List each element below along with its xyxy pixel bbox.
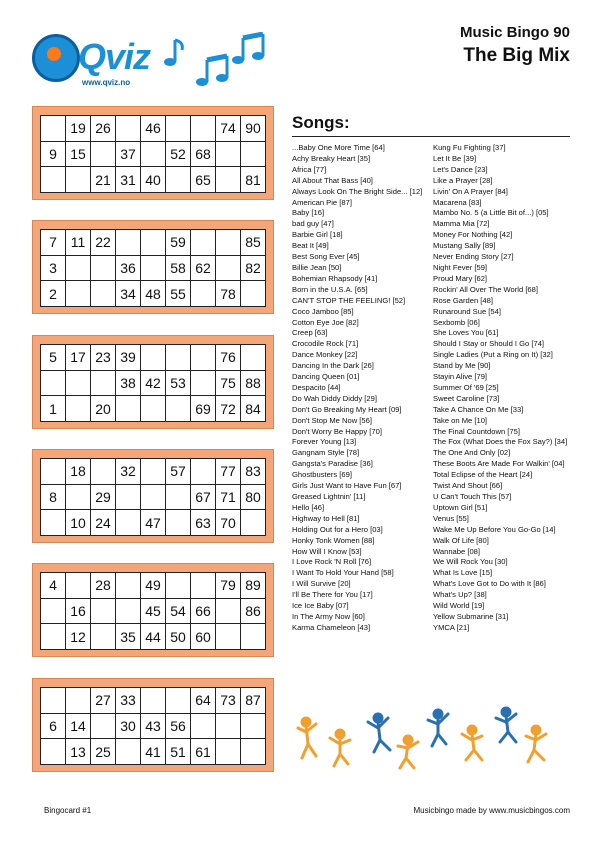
- bingo-cell: [191, 371, 216, 397]
- bingo-cell: 70: [216, 510, 241, 536]
- bingo-card: [32, 678, 274, 772]
- song-item: I'll Be There for You [17]: [292, 590, 373, 600]
- dancing-figures-decoration: [296, 700, 554, 770]
- bingo-cell: 88: [241, 371, 266, 397]
- bingo-cell: [241, 281, 266, 307]
- bingo-cell: 31: [116, 167, 141, 193]
- song-item: What's Up? [38]: [433, 590, 487, 600]
- song-item: Hello [46]: [292, 502, 325, 512]
- bingo-cell: [41, 599, 66, 625]
- bingo-cell: [41, 116, 66, 142]
- song-item: Gangsta's Paradise [36]: [292, 459, 373, 469]
- bingo-cell: 78: [216, 281, 241, 307]
- song-item: Gangnam Style [78]: [292, 448, 360, 458]
- bingo-cell: 41: [141, 739, 166, 765]
- bingo-cell: 59: [166, 230, 191, 256]
- bingo-cell: [41, 371, 66, 397]
- song-item: Walk Of Life [80]: [433, 535, 489, 545]
- song-item: CAN'T STOP THE FEELING! [52]: [292, 295, 406, 305]
- bingo-card: [32, 220, 274, 314]
- bingo-cell: 58: [166, 256, 191, 282]
- song-item: Wild World [19]: [433, 601, 485, 611]
- song-item: What's Love Got to Do with It [86]: [433, 579, 546, 589]
- song-item: Don't Go Breaking My Heart [09]: [292, 404, 402, 414]
- bingo-cell: [66, 396, 91, 422]
- bingo-cell: [191, 345, 216, 371]
- bingo-cell: 32: [116, 459, 141, 485]
- bingo-cell: [166, 485, 191, 511]
- bingo-cell: [41, 167, 66, 193]
- song-item: American Pie [87]: [292, 197, 352, 207]
- bingo-cell: [66, 281, 91, 307]
- song-item: Kung Fu Fighting [37]: [433, 143, 506, 152]
- bingo-cell: 50: [166, 624, 191, 650]
- title-line-2: The Big Mix: [463, 45, 570, 66]
- bingo-cell: [91, 142, 116, 168]
- bingo-cell: 10: [66, 510, 91, 536]
- song-item: Bohemian Rhapsody [41]: [292, 273, 378, 283]
- songs-list-right: [433, 143, 567, 634]
- bingo-cell: 68: [191, 142, 216, 168]
- bingo-cell: 85: [241, 230, 266, 256]
- song-item: Crocodile Rock [71]: [292, 339, 359, 349]
- song-item: Mamma Mia [72]: [433, 219, 490, 229]
- song-item: Holding Out for a Hero [03]: [292, 524, 383, 534]
- bingo-cell: [91, 714, 116, 740]
- bingo-cell: [91, 281, 116, 307]
- bingo-cell: [191, 459, 216, 485]
- bingo-cell: [166, 510, 191, 536]
- song-item: Karma Chameleon [43]: [292, 622, 371, 632]
- song-item: Wannabe [08]: [433, 546, 481, 556]
- bingo-cell: [191, 714, 216, 740]
- bingo-cell: [166, 688, 191, 714]
- song-item: Girls Just Want to Have Fun [67]: [292, 481, 402, 491]
- bingo-cell: 17: [66, 345, 91, 371]
- bingo-cell: 86: [241, 599, 266, 625]
- bingo-cell: [191, 116, 216, 142]
- song-item: The Fox (What Does the Fox Say?) [34]: [433, 437, 568, 447]
- bingo-card: [32, 335, 274, 429]
- logo-url: www.qviz.no: [82, 78, 131, 87]
- bingo-cell: [166, 396, 191, 422]
- bingo-cell: [166, 345, 191, 371]
- song-item: Ice Ice Baby [07]: [292, 601, 349, 611]
- bingo-cell: 77: [216, 459, 241, 485]
- bingo-cell: [191, 281, 216, 307]
- song-item: Proud Mary [62]: [433, 273, 488, 283]
- song-item: How Will I Know [53]: [292, 546, 362, 556]
- song-item: These Boots Are Made For Walkin' [04]: [433, 459, 565, 469]
- song-item: All About That Bass [40]: [292, 175, 373, 185]
- bingo-cell: 69: [191, 396, 216, 422]
- bingo-cell: 52: [166, 142, 191, 168]
- song-item: Do Wah Diddy Diddy [29]: [292, 393, 377, 403]
- bingo-cell: 7: [41, 230, 66, 256]
- song-item: Beat It [49]: [292, 241, 329, 251]
- song-item: Take A Chance On Me [33]: [433, 404, 524, 414]
- song-item: Night Fever [59]: [433, 262, 488, 272]
- bingo-cell: [216, 142, 241, 168]
- song-item: Twist And Shout [66]: [433, 481, 503, 491]
- bingo-cell: [116, 599, 141, 625]
- bingo-cell: [141, 459, 166, 485]
- bingo-grid: [40, 344, 266, 422]
- song-item: Achy Breaky Heart [35]: [292, 153, 371, 163]
- bingo-card: [32, 106, 274, 200]
- bingo-cell: 16: [66, 599, 91, 625]
- bingo-cell: 27: [91, 688, 116, 714]
- bingo-cell: 75: [216, 371, 241, 397]
- bingo-cell: 87: [241, 688, 266, 714]
- bingo-cell: [241, 510, 266, 536]
- bingo-cell: 8: [41, 485, 66, 511]
- bingo-cell: [41, 459, 66, 485]
- bingo-cell: [141, 256, 166, 282]
- bingo-cell: [241, 142, 266, 168]
- bingo-cell: 89: [241, 573, 266, 599]
- bingo-cell: 76: [216, 345, 241, 371]
- song-item: I Will Survive [20]: [292, 579, 351, 589]
- song-item: Mustang Sally [89]: [433, 241, 496, 251]
- bingo-cell: 24: [91, 510, 116, 536]
- song-item: Coco Jamboo [85]: [292, 306, 354, 316]
- bingo-card: [32, 563, 274, 657]
- song-item: Sweet Caroline [73]: [433, 393, 500, 403]
- song-item: I Love Rock 'N Roll [76]: [292, 557, 372, 567]
- title-line-1: Music Bingo 90: [459, 24, 570, 41]
- bingo-cell: [141, 396, 166, 422]
- bingo-cell: 12: [66, 624, 91, 650]
- song-item: Rockin' All Over The World [68]: [433, 284, 538, 294]
- bingo-cell: [116, 485, 141, 511]
- songs-divider: [292, 136, 570, 137]
- bingo-cell: 47: [141, 510, 166, 536]
- bingo-cell: 37: [116, 142, 141, 168]
- bingo-cell: [116, 510, 141, 536]
- bingo-cell: 81: [241, 167, 266, 193]
- song-item: bad guy [47]: [292, 219, 334, 229]
- song-item: Ghostbusters [69]: [292, 470, 352, 480]
- song-item: We Will Rock You [30]: [433, 557, 508, 567]
- bingo-cell: [66, 167, 91, 193]
- bingo-cell: [216, 714, 241, 740]
- bingo-cell: 71: [216, 485, 241, 511]
- song-item: What Is Love [15]: [433, 568, 493, 578]
- song-item: Creep [63]: [292, 328, 328, 338]
- bingo-cell: [141, 345, 166, 371]
- bingo-cell: [141, 485, 166, 511]
- bingo-cell: 72: [216, 396, 241, 422]
- bingo-cell: [116, 396, 141, 422]
- bingo-cell: 36: [116, 256, 141, 282]
- bingo-cell: [66, 688, 91, 714]
- bingo-cell: 55: [166, 281, 191, 307]
- bingo-cell: 48: [141, 281, 166, 307]
- song-item: Dancing In the Dark [26]: [292, 361, 374, 371]
- bingo-cell: 67: [191, 485, 216, 511]
- bingo-cell: 39: [116, 345, 141, 371]
- song-item: Dancing Queen [01]: [292, 372, 360, 382]
- song-item: Highway to Hell [81]: [292, 513, 360, 523]
- bingo-cell: 65: [191, 167, 216, 193]
- song-item: Barbie Girl [18]: [292, 230, 343, 240]
- bingo-cell: 5: [41, 345, 66, 371]
- song-item: Always Look On The Bright Side... [12]: [292, 186, 423, 196]
- song-item: Don't Stop Me Now [56]: [292, 415, 372, 425]
- song-item: Macarena [83]: [433, 197, 482, 207]
- song-item: Single Ladies (Put a Ring on It) [32]: [433, 350, 553, 360]
- bingo-cell: 83: [241, 459, 266, 485]
- song-item: YMCA [21]: [433, 622, 470, 632]
- song-item: Sexbomb [06]: [433, 317, 480, 327]
- song-item: Money For Nothing [42]: [433, 230, 513, 240]
- bingo-cell: 42: [141, 371, 166, 397]
- bingo-cell: 64: [191, 688, 216, 714]
- bingo-cell: 35: [116, 624, 141, 650]
- song-item: Greased Lightnin' [11]: [292, 492, 366, 501]
- bingo-cell: 26: [91, 116, 116, 142]
- bingo-cell: 43: [141, 714, 166, 740]
- song-item: The Final Countdown [75]: [433, 426, 520, 436]
- bingo-cell: [41, 510, 66, 536]
- bingo-cell: 3: [41, 256, 66, 282]
- bingo-cell: 29: [91, 485, 116, 511]
- bingo-cell: 73: [216, 688, 241, 714]
- bingo-cell: [116, 739, 141, 765]
- bingo-cell: [66, 573, 91, 599]
- bingo-cell: 21: [91, 167, 116, 193]
- bingo-cell: 40: [141, 167, 166, 193]
- bingo-cell: [66, 256, 91, 282]
- bingo-cell: 66: [191, 599, 216, 625]
- bingo-cell: [191, 230, 216, 256]
- bingo-cell: [116, 230, 141, 256]
- bingo-cell: [216, 256, 241, 282]
- song-item: ...Baby One More Time [64]: [292, 143, 385, 152]
- music-notes-icon: [160, 32, 270, 92]
- song-item: Don't Worry Be Happy [70]: [292, 426, 382, 436]
- page-title: [460, 24, 570, 67]
- bingo-grid: [40, 458, 266, 536]
- bingo-cell: 46: [141, 116, 166, 142]
- bingo-cell: 22: [91, 230, 116, 256]
- bingo-cell: 13: [66, 739, 91, 765]
- songs-list-left: [292, 143, 422, 634]
- bingo-cell: [41, 739, 66, 765]
- bingo-cell: [141, 142, 166, 168]
- bingo-cell: 61: [191, 739, 216, 765]
- song-item: Should I Stay or Should I Go [74]: [433, 339, 545, 349]
- bingo-cell: 19: [66, 116, 91, 142]
- song-item: Dance Monkey [22]: [292, 350, 358, 360]
- bingo-cell: [41, 688, 66, 714]
- bingo-cell: [41, 624, 66, 650]
- bingo-cell: 54: [166, 599, 191, 625]
- song-item: In The Army Now [60]: [292, 611, 365, 621]
- song-item: Never Ending Story [27]: [433, 252, 514, 262]
- bingo-cell: 80: [241, 485, 266, 511]
- bingo-cell: 62: [191, 256, 216, 282]
- bingo-cell: 4: [41, 573, 66, 599]
- bingo-cell: [116, 573, 141, 599]
- bingo-cell: 23: [91, 345, 116, 371]
- song-item: Billie Jean [50]: [292, 262, 342, 272]
- song-item: Wake Me Up Before You Go-Go [14]: [433, 524, 556, 534]
- bingo-cell: [91, 599, 116, 625]
- song-item: U Can't Touch This [57]: [433, 492, 512, 501]
- bingo-cell: 63: [191, 510, 216, 536]
- song-item: Let's Dance [23]: [433, 164, 488, 174]
- song-item: Stayin Alive [79]: [433, 372, 488, 382]
- bingo-cell: 20: [91, 396, 116, 422]
- song-item: Rose Garden [48]: [433, 295, 493, 305]
- bingo-cell: [216, 167, 241, 193]
- bingo-cell: [241, 624, 266, 650]
- qviz-logo: [32, 34, 151, 94]
- song-item: The One And Only [02]: [433, 448, 511, 458]
- song-item: Stand by Me [90]: [433, 361, 491, 371]
- song-item: Like a Prayer [28]: [433, 175, 493, 185]
- bingo-cell: [141, 230, 166, 256]
- bingo-cell: [116, 116, 141, 142]
- bingo-cell: 25: [91, 739, 116, 765]
- bingo-cell: 53: [166, 371, 191, 397]
- bingo-cell: [166, 116, 191, 142]
- song-item: Runaround Sue [54]: [433, 306, 501, 316]
- song-item: Summer Of '69 [25]: [433, 382, 499, 392]
- song-item: Venus [55]: [433, 513, 469, 523]
- bingo-cell: 28: [91, 573, 116, 599]
- bingo-cell: 84: [241, 396, 266, 422]
- songs-heading: Songs:: [292, 113, 350, 132]
- logo-text: Qviz: [78, 36, 151, 77]
- bingo-cell: [166, 573, 191, 599]
- bingo-cell: 1: [41, 396, 66, 422]
- bingo-cell: 90: [241, 116, 266, 142]
- bingo-cell: 30: [116, 714, 141, 740]
- bingo-cell: [141, 688, 166, 714]
- bingo-cell: 45: [141, 599, 166, 625]
- song-item: Livin' On A Prayer [84]: [433, 186, 508, 196]
- bingo-cell: [66, 485, 91, 511]
- bingo-cell: 34: [116, 281, 141, 307]
- bingo-grid: [40, 115, 266, 193]
- song-item: Take on Me [10]: [433, 415, 488, 425]
- bingo-grid: [40, 229, 266, 307]
- bingo-cell: [241, 714, 266, 740]
- bingo-cell: 38: [116, 371, 141, 397]
- bingo-cell: 33: [116, 688, 141, 714]
- bingo-cell: 74: [216, 116, 241, 142]
- bingo-cell: 49: [141, 573, 166, 599]
- bingo-cell: 15: [66, 142, 91, 168]
- bingo-cell: [66, 371, 91, 397]
- bingo-cell: 18: [66, 459, 91, 485]
- song-item: Africa [77]: [292, 164, 327, 174]
- bingo-grid: [40, 572, 266, 650]
- bingo-cell: 11: [66, 230, 91, 256]
- bingo-cell: [91, 256, 116, 282]
- bingo-cell: [91, 371, 116, 397]
- logo-mark-icon: [32, 34, 80, 82]
- song-item: Despacito [44]: [292, 382, 341, 392]
- bingo-cell: 14: [66, 714, 91, 740]
- bingo-cell: 79: [216, 573, 241, 599]
- bingo-card: [32, 449, 274, 543]
- bingo-cell: [216, 230, 241, 256]
- bingo-grid: [40, 687, 266, 765]
- song-item: Total Eclipse of the Heart [24]: [433, 470, 533, 480]
- song-item: I Want To Hold Your Hand [58]: [292, 568, 394, 578]
- bingo-cell: [216, 739, 241, 765]
- bingo-cell: [241, 739, 266, 765]
- song-item: Mambo No. 5 (a Little Bit of...) [05]: [433, 208, 549, 218]
- bingo-cell: 56: [166, 714, 191, 740]
- song-item: She Loves You [61]: [433, 328, 499, 338]
- bingo-cell: [191, 573, 216, 599]
- bingo-cell: [166, 167, 191, 193]
- bingo-cell: [91, 624, 116, 650]
- bingo-cell: 9: [41, 142, 66, 168]
- bingocard-number: Bingocard #1: [44, 806, 92, 815]
- bingo-cell: [216, 599, 241, 625]
- bingo-cell: 44: [141, 624, 166, 650]
- bingo-cell: 60: [191, 624, 216, 650]
- footer-credit: Musicbingo made by www.musicbingos.com: [413, 806, 570, 815]
- song-item: Let It Be [39]: [433, 153, 477, 163]
- song-item: Best Song Ever [45]: [292, 252, 360, 262]
- song-item: Forever Young [13]: [292, 437, 357, 447]
- bingo-cell: 51: [166, 739, 191, 765]
- bingo-cell: [91, 459, 116, 485]
- song-item: Cotton Eye Joe [82]: [292, 317, 359, 327]
- song-item: Born in the U.S.A. [65]: [292, 284, 368, 294]
- song-item: Yellow Submarine [31]: [433, 611, 509, 621]
- bingo-cell: 2: [41, 281, 66, 307]
- bingo-cell: 82: [241, 256, 266, 282]
- bingo-cell: [241, 345, 266, 371]
- song-item: Uptown Girl [51]: [433, 502, 488, 512]
- song-item: Honky Tonk Women [88]: [292, 535, 375, 545]
- bingo-cell: 6: [41, 714, 66, 740]
- song-item: Baby [16]: [292, 208, 325, 218]
- bingo-cell: 57: [166, 459, 191, 485]
- bingo-cell: [216, 624, 241, 650]
